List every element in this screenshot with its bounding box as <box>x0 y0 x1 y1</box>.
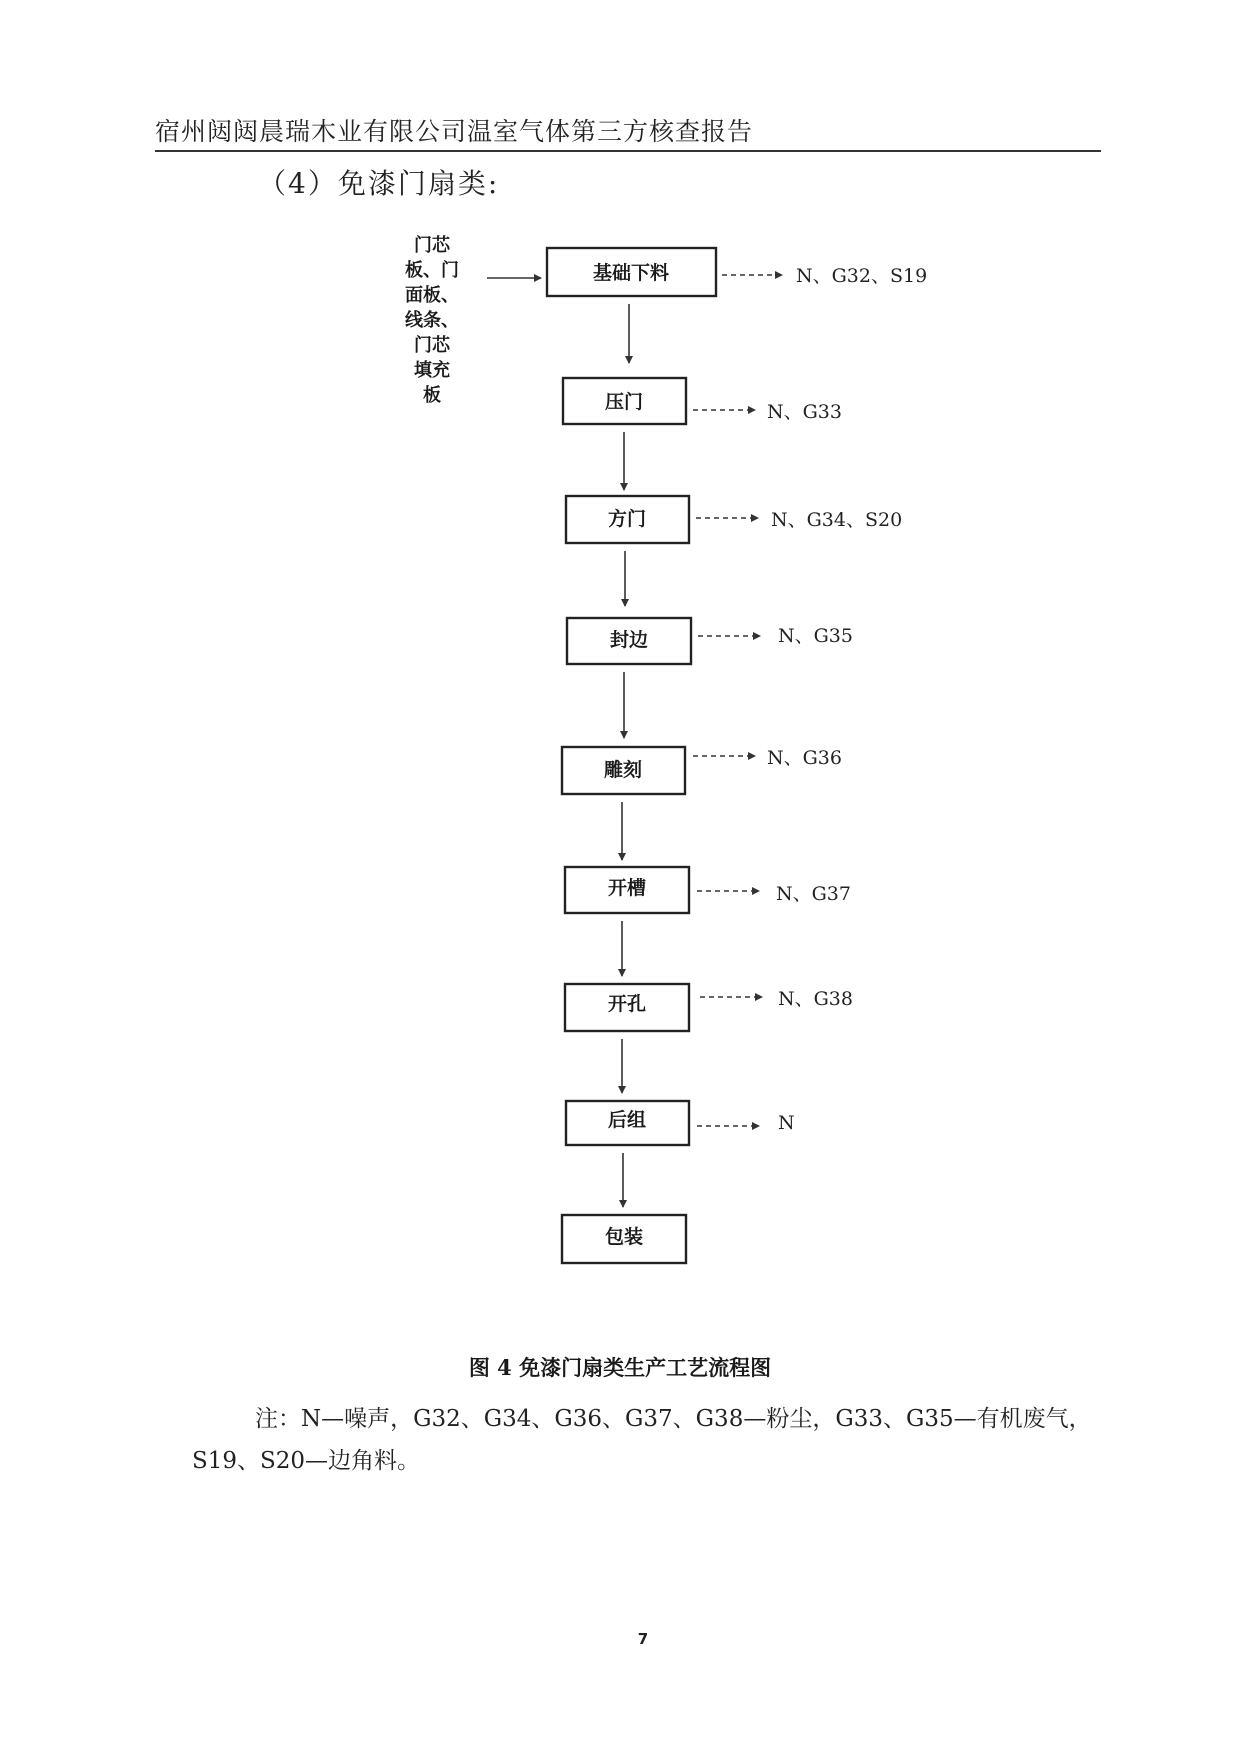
process-label-pressing: 压门 <box>604 391 644 413</box>
legend-note-line-1: 注：N—噪声，G32、G34、G36、G37、G38—粉尘，G33、G35—有机废气， <box>255 1406 1092 1432</box>
output-label-assembly: N <box>778 1112 795 1134</box>
input-material-line: 门芯 <box>414 335 450 356</box>
section-heading: （4）免漆门扇类: <box>258 167 500 200</box>
process-label-edge-banding: 封边 <box>609 629 649 651</box>
process-label-grooving: 开槽 <box>607 877 647 899</box>
process-label-cutting: 基础下料 <box>592 262 670 284</box>
process-label-squaring: 方门 <box>607 508 647 530</box>
input-material-line: 面板、 <box>405 285 459 306</box>
output-label-grooving: N、G37 <box>776 883 851 905</box>
input-material-line: 板、门 <box>405 260 459 281</box>
output-label-edge-banding: N、G35 <box>778 625 853 647</box>
process-label-carving: 雕刻 <box>603 759 643 781</box>
output-label-pressing: N、G33 <box>767 401 842 423</box>
input-material-line: 门芯 <box>414 235 450 256</box>
output-label-carving: N、G36 <box>767 747 842 769</box>
figure-caption: 图 4 免漆门扇类生产工艺流程图 <box>468 1355 772 1380</box>
page-number: 7 <box>637 1630 649 1648</box>
input-material-line: 线条、 <box>405 310 459 331</box>
report-header-title: 宿州闼闼晨瑞木业有限公司温室气体第三方核查报告 <box>155 117 754 146</box>
input-material-line: 板 <box>423 385 441 406</box>
input-material-line: 填充 <box>414 360 450 381</box>
process-label-assembly: 后组 <box>607 1109 647 1131</box>
output-label-squaring: N、G34、S20 <box>771 509 903 531</box>
process-label-drilling: 开孔 <box>607 993 647 1015</box>
legend-note-line-2: S19、S20—边角料。 <box>192 1448 421 1474</box>
output-label-drilling: N、G38 <box>778 988 853 1010</box>
process-label-packaging: 包装 <box>604 1226 644 1248</box>
output-label-cutting: N、G32、S19 <box>796 265 928 287</box>
